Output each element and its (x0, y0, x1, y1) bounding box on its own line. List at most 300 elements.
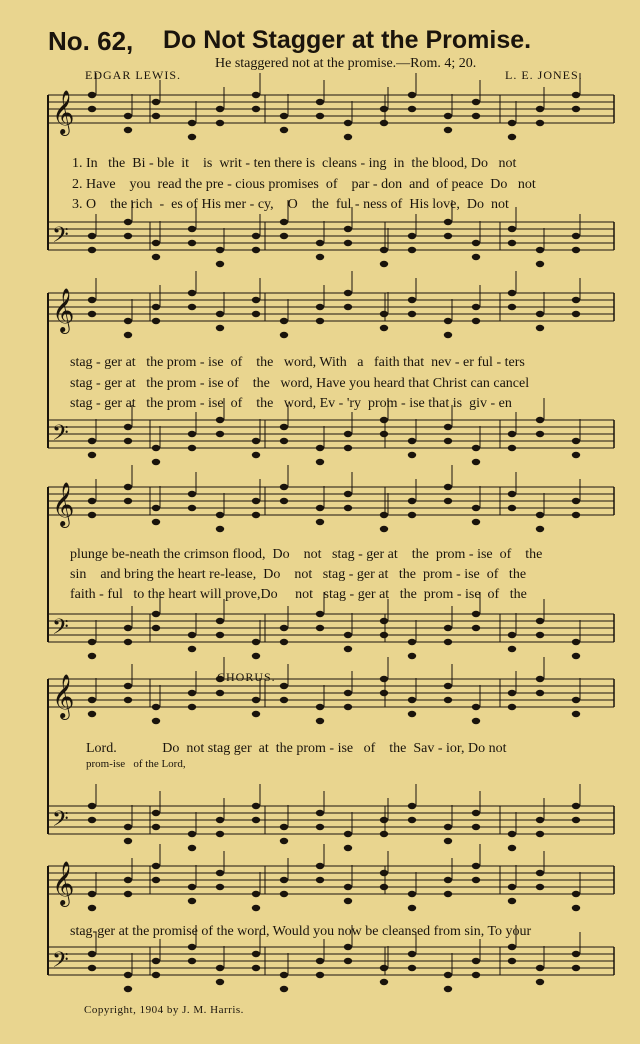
note-head (316, 505, 324, 511)
note-head (508, 831, 516, 837)
note-head (88, 951, 96, 957)
note-head (188, 120, 196, 126)
note-head (344, 898, 352, 904)
note-head (188, 431, 196, 437)
note-head (408, 106, 416, 112)
note-head (316, 99, 324, 105)
note-head (124, 332, 132, 338)
note-head (472, 625, 480, 631)
note-head (152, 254, 160, 260)
note-head (152, 958, 160, 964)
note-head (316, 304, 324, 310)
note-head (508, 632, 516, 638)
note-head (572, 891, 580, 897)
note-head (252, 498, 260, 504)
verse-3-line-2: stag - ger at the prom - ise of the word, Ev - 'ry prom - ise that is giv - en (70, 396, 512, 411)
note-head (88, 965, 96, 971)
note-head (380, 247, 388, 253)
note-head (88, 452, 96, 458)
note-head (316, 459, 324, 465)
note-head (124, 438, 132, 444)
note-head (216, 512, 224, 518)
note-head (152, 704, 160, 710)
treble-clef-icon: 𝄞 (52, 288, 75, 332)
note-head (216, 106, 224, 112)
note-head (380, 512, 388, 518)
note-head (536, 870, 544, 876)
note-head (508, 958, 516, 964)
note-head (408, 653, 416, 659)
note-head (152, 972, 160, 978)
note-head (88, 891, 96, 897)
note-head (280, 318, 288, 324)
note-head (536, 690, 544, 696)
note-head (344, 445, 352, 451)
note-head (508, 134, 516, 140)
note-head (508, 240, 516, 246)
note-head (188, 505, 196, 511)
note-head (472, 704, 480, 710)
note-head (88, 512, 96, 518)
note-head (444, 972, 452, 978)
note-head (408, 639, 416, 645)
note-head (152, 459, 160, 465)
note-head (508, 445, 516, 451)
note-head (344, 646, 352, 652)
note-head (572, 653, 580, 659)
note-head (536, 325, 544, 331)
note-head (408, 817, 416, 823)
note-head (216, 632, 224, 638)
note-head (344, 704, 352, 710)
hymn-number: No. 62, (48, 26, 134, 56)
note-head (124, 233, 132, 239)
note-head (252, 297, 260, 303)
note-head (216, 817, 224, 823)
note-head (536, 831, 544, 837)
note-head (380, 618, 388, 624)
note-head (280, 332, 288, 338)
note-head (508, 944, 516, 950)
note-head (572, 965, 580, 971)
note-head (188, 884, 196, 890)
note-head (216, 870, 224, 876)
note-head (380, 106, 388, 112)
verse-3-line-3: faith - ful to the heart will prove,Do not stag - ger at the prom - ise of the (70, 587, 527, 602)
note-head (280, 972, 288, 978)
note-head (344, 304, 352, 310)
note-head (188, 704, 196, 710)
note-head (472, 240, 480, 246)
note-head (188, 944, 196, 950)
note-head (188, 290, 196, 296)
treble-clef-icon: 𝄞 (52, 861, 75, 905)
note-head (316, 611, 324, 617)
note-head (124, 891, 132, 897)
note-head (280, 219, 288, 225)
note-head (344, 290, 352, 296)
note-head (252, 438, 260, 444)
note-head (472, 863, 480, 869)
note-head (572, 905, 580, 911)
note-head (88, 803, 96, 809)
note-head (344, 632, 352, 638)
note-head (444, 438, 452, 444)
note-head (572, 438, 580, 444)
note-head (152, 240, 160, 246)
note-head (280, 424, 288, 430)
note-head (508, 704, 516, 710)
note-head (280, 498, 288, 504)
note-head (188, 632, 196, 638)
note-head (572, 803, 580, 809)
note-head (88, 905, 96, 911)
note-head (344, 958, 352, 964)
note-head (536, 632, 544, 638)
note-head (124, 318, 132, 324)
note-head (152, 718, 160, 724)
note-head (252, 697, 260, 703)
note-head (536, 261, 544, 267)
note-head (444, 219, 452, 225)
chorus-bass-lyric: prom-ise of the Lord, (86, 758, 186, 770)
note-head (572, 311, 580, 317)
note-head (124, 697, 132, 703)
note-head (572, 639, 580, 645)
note-head (380, 526, 388, 532)
note-head (572, 951, 580, 957)
note-head (252, 247, 260, 253)
note-head (188, 646, 196, 652)
note-head (444, 639, 452, 645)
note-head (316, 972, 324, 978)
note-head (316, 704, 324, 710)
note-head (472, 505, 480, 511)
note-head (124, 127, 132, 133)
note-head (280, 683, 288, 689)
note-head (508, 505, 516, 511)
note-head (216, 417, 224, 423)
bass-clef-icon: 𝄢 (52, 807, 69, 837)
note-head (444, 824, 452, 830)
note-head (280, 127, 288, 133)
note-head (408, 297, 416, 303)
note-head (252, 951, 260, 957)
note-head (508, 290, 516, 296)
note-head (572, 92, 580, 98)
note-head (124, 219, 132, 225)
note-head (380, 431, 388, 437)
note-head (216, 690, 224, 696)
note-head (444, 625, 452, 631)
note-head (536, 618, 544, 624)
note-head (252, 905, 260, 911)
note-head (188, 690, 196, 696)
note-head (472, 254, 480, 260)
note-head (472, 972, 480, 978)
note-head (216, 431, 224, 437)
note-head (316, 863, 324, 869)
note-head (472, 824, 480, 830)
note-head (252, 891, 260, 897)
note-head (124, 484, 132, 490)
note-head (88, 711, 96, 717)
note-head (152, 318, 160, 324)
note-head (536, 979, 544, 985)
note-head (380, 884, 388, 890)
note-head (252, 233, 260, 239)
chorus-line-2: stag-ger at the promise of the word, Would you now be cleansed from sin, To your (70, 924, 532, 939)
note-head (152, 824, 160, 830)
note-head (508, 120, 516, 126)
note-head (572, 697, 580, 703)
note-head (124, 625, 132, 631)
note-head (536, 106, 544, 112)
note-head (280, 838, 288, 844)
note-head (88, 311, 96, 317)
note-head (380, 870, 388, 876)
note-head (124, 113, 132, 119)
note-head (152, 304, 160, 310)
note-head (508, 884, 516, 890)
note-head (444, 838, 452, 844)
bass-clef-icon: 𝄢 (52, 615, 69, 645)
note-head (152, 505, 160, 511)
note-head (216, 618, 224, 624)
note-head (252, 639, 260, 645)
note-head (508, 845, 516, 851)
note-head (216, 965, 224, 971)
note-head (408, 311, 416, 317)
note-head (216, 261, 224, 267)
note-head (280, 891, 288, 897)
note-head (280, 877, 288, 883)
note-head (444, 891, 452, 897)
note-head (88, 639, 96, 645)
note-head (280, 233, 288, 239)
note-head (252, 817, 260, 823)
note-head (316, 240, 324, 246)
note-head (344, 505, 352, 511)
note-head (572, 247, 580, 253)
note-head (316, 113, 324, 119)
note-head (124, 877, 132, 883)
note-head (216, 311, 224, 317)
note-head (408, 905, 416, 911)
note-head (252, 803, 260, 809)
title-row (48, 26, 608, 57)
note-head (472, 718, 480, 724)
note-head (444, 424, 452, 430)
note-head (380, 831, 388, 837)
note-head (380, 325, 388, 331)
note-head (472, 318, 480, 324)
note-head (508, 898, 516, 904)
note-head (88, 106, 96, 112)
bass-clef-icon: 𝄢 (52, 223, 69, 253)
note-head (408, 891, 416, 897)
note-head (316, 877, 324, 883)
note-head (444, 484, 452, 490)
note-head (344, 884, 352, 890)
note-head (88, 297, 96, 303)
verse-2-line-1: 2. Have you read the pre - cious promises of par - don and of peace Do not (72, 177, 536, 192)
note-head (316, 318, 324, 324)
note-head (188, 134, 196, 140)
note-head (188, 240, 196, 246)
note-head (316, 810, 324, 816)
verse-1-line-1: 1. In the Bi - ble it is writ - ten there is cleans - ing in the blood, Do not (72, 156, 517, 171)
note-head (344, 431, 352, 437)
note-head (508, 491, 516, 497)
note-head (572, 297, 580, 303)
note-head (280, 697, 288, 703)
note-head (152, 810, 160, 816)
note-head (380, 817, 388, 823)
note-head (280, 438, 288, 444)
treble-clef-icon: 𝄞 (52, 90, 75, 134)
note-head (252, 92, 260, 98)
note-head (472, 877, 480, 883)
note-head (124, 824, 132, 830)
note-head (344, 226, 352, 232)
verse-2-line-3: sin and bring the heart re-lease, Do not stag - ger at the prom - ise of the (70, 567, 527, 582)
chorus-label: CHORUS. (217, 670, 276, 684)
bass-clef-icon: 𝄢 (52, 421, 69, 451)
note-head (124, 424, 132, 430)
note-head (188, 831, 196, 837)
note-head (316, 718, 324, 724)
note-head (380, 965, 388, 971)
note-head (124, 639, 132, 645)
note-head (536, 965, 544, 971)
music-composer: L. E. JONES. (505, 68, 583, 82)
note-head (152, 863, 160, 869)
note-head (536, 526, 544, 532)
note-head (408, 803, 416, 809)
note-head (344, 845, 352, 851)
note-head (88, 498, 96, 504)
note-head (536, 431, 544, 437)
note-head (152, 611, 160, 617)
note-head (124, 972, 132, 978)
note-head (508, 304, 516, 310)
note-head (316, 958, 324, 964)
note-head (572, 106, 580, 112)
note-head (380, 261, 388, 267)
note-head (152, 519, 160, 525)
note-head (124, 986, 132, 992)
note-head (380, 311, 388, 317)
note-head (344, 240, 352, 246)
note-head (88, 247, 96, 253)
note-head (216, 979, 224, 985)
note-head (536, 247, 544, 253)
note-head (408, 498, 416, 504)
chorus-line-1: Lord. Do not stag ger at the prom - ise of the Sav - ior, Do not (86, 741, 507, 756)
note-head (572, 452, 580, 458)
note-head (88, 817, 96, 823)
copyright-notice: Copyright, 1904 by J. M. Harris. (84, 1004, 244, 1016)
note-head (408, 711, 416, 717)
note-head (508, 690, 516, 696)
note-head (252, 653, 260, 659)
note-head (344, 690, 352, 696)
note-head (444, 683, 452, 689)
note-head (536, 417, 544, 423)
note-head (88, 653, 96, 659)
note-head (572, 498, 580, 504)
note-head (188, 898, 196, 904)
note-head (188, 491, 196, 497)
note-head (472, 99, 480, 105)
note-head (316, 445, 324, 451)
note-head (124, 683, 132, 689)
note-head (252, 106, 260, 112)
note-head (216, 526, 224, 532)
note-head (472, 810, 480, 816)
note-head (444, 113, 452, 119)
note-head (124, 838, 132, 844)
note-head (344, 831, 352, 837)
note-head (252, 711, 260, 717)
treble-clef-icon: 𝄞 (52, 482, 75, 526)
note-head (572, 711, 580, 717)
note-head (316, 625, 324, 631)
note-head (408, 92, 416, 98)
note-head (380, 979, 388, 985)
verse-3-line-1: 3. O the rich - es of His mer - cy, O the ful - ness of His love, Do not (72, 197, 509, 212)
words-author: EDGAR LEWIS. (85, 68, 181, 82)
note-head (408, 697, 416, 703)
note-head (444, 318, 452, 324)
verse-1-line-2: stag - ger at the prom - ise of the word, With a faith that nev - er ful - ters (70, 355, 525, 370)
note-head (152, 877, 160, 883)
note-head (252, 452, 260, 458)
note-head (344, 491, 352, 497)
note-head (152, 113, 160, 119)
note-head (280, 639, 288, 645)
note-head (408, 512, 416, 518)
note-head (188, 845, 196, 851)
note-head (280, 484, 288, 490)
note-head (88, 438, 96, 444)
note-head (408, 951, 416, 957)
note-head (188, 226, 196, 232)
note-head (408, 452, 416, 458)
note-head (408, 233, 416, 239)
note-head (408, 247, 416, 253)
note-head (88, 92, 96, 98)
note-head (408, 965, 416, 971)
note-head (536, 120, 544, 126)
note-head (444, 233, 452, 239)
note-head (444, 332, 452, 338)
note-head (280, 113, 288, 119)
note-head (344, 120, 352, 126)
note-head (508, 431, 516, 437)
note-head (472, 445, 480, 451)
note-head (536, 512, 544, 518)
note-head (472, 304, 480, 310)
note-head (472, 958, 480, 964)
note-head (316, 254, 324, 260)
note-head (216, 120, 224, 126)
note-head (508, 226, 516, 232)
note-head (536, 884, 544, 890)
note-head (252, 965, 260, 971)
note-head (152, 99, 160, 105)
